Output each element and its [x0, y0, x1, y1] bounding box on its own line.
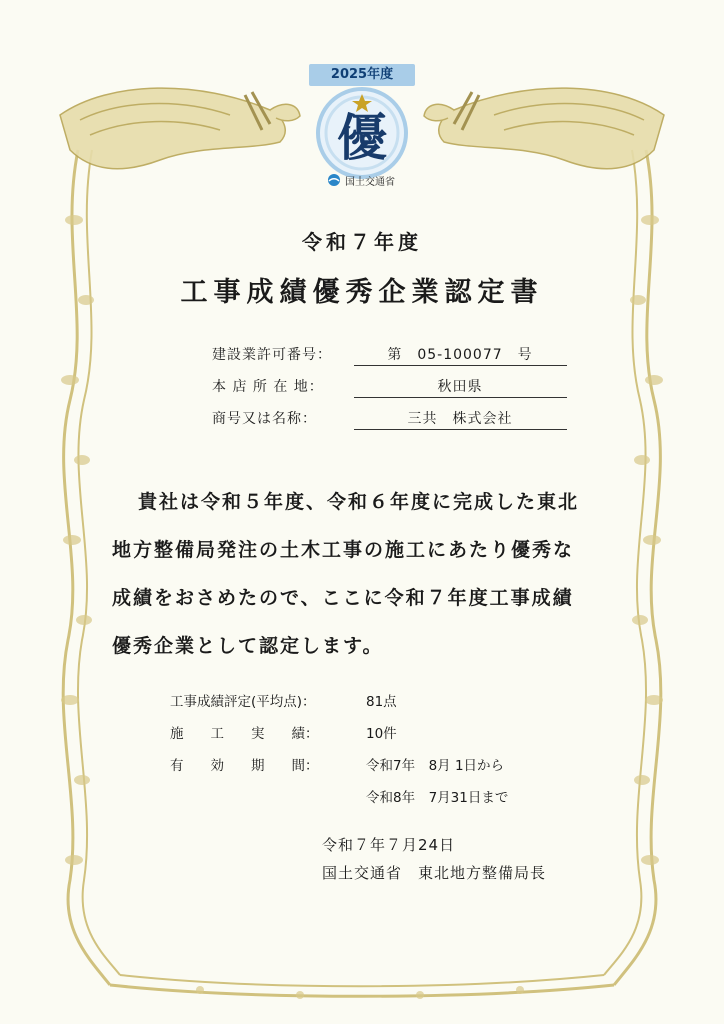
certificate-era-year: 令和７年度: [302, 230, 422, 254]
company-name-row: [212, 406, 568, 430]
issue-date: 令和７年７月24日: [322, 836, 456, 854]
statement-line: 成績をおさめたので、ここに令和７年度工事成績: [112, 587, 574, 609]
head-office-row: [212, 374, 568, 398]
underline: [354, 397, 567, 398]
score-value: 81点: [366, 694, 397, 710]
statement-line: 地方整備局発注の土木工事の施工にあたり優秀な: [112, 539, 575, 561]
license-number-row: [212, 342, 568, 366]
info-label: 建設業許可番号：: [212, 347, 332, 363]
record-label: 施 工 実 績：: [170, 726, 319, 742]
score-label: 工事成績評定(平均点)：: [170, 694, 316, 710]
info-value: 第 05-100077 号: [387, 347, 533, 363]
period-to: 令和8年 7月31日まで: [366, 790, 509, 806]
info-label: 商号又は名称：: [212, 411, 317, 427]
badge-character: 優: [337, 108, 387, 167]
period-label: 有 効 期 間：: [170, 758, 319, 774]
ministry-logo: [319, 172, 411, 188]
underline: [354, 365, 567, 366]
record-value: 10件: [366, 726, 397, 742]
ministry-logo-text: 国土交通省: [345, 177, 395, 188]
left-phoenix-ornament: [60, 88, 300, 169]
certification-statement: [112, 478, 618, 670]
excellence-award-badge: [309, 64, 415, 188]
underline: [354, 429, 567, 430]
period-from: 令和7年 8月 1日から: [366, 758, 505, 774]
certificate-title: 工事成績優秀企業認定書: [180, 277, 544, 308]
mlit-logo-icon: [327, 173, 341, 187]
statement-line: 貴社は令和５年度、令和６年度に完成した東北: [138, 491, 580, 513]
info-value: 三共 株式会社: [407, 411, 513, 427]
statement-line: 優秀企業として認定します。: [112, 635, 384, 657]
info-value: 秋田県: [437, 379, 483, 395]
info-label: 本 店 所 在 地：: [212, 379, 324, 395]
badge-year: 2025年度: [309, 64, 415, 86]
issuer-name: 国土交通省 東北地方整備局長: [322, 864, 547, 882]
right-phoenix-ornament: [424, 88, 664, 169]
